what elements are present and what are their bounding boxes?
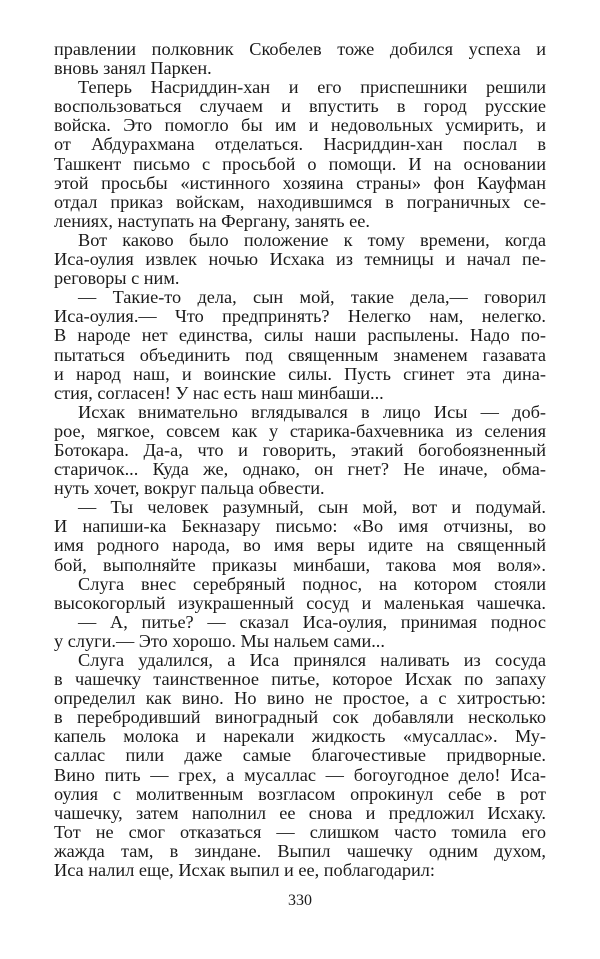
text-line: В народе нет единства, силы наши распылены. Надо по- <box>54 326 546 346</box>
text-line: определил как вино. Но вино не простое, а с хитростью: <box>54 689 546 709</box>
text-line: — Такие-то дела, сын мой, такие дела,— говорил <box>78 288 546 308</box>
text-line: Ташкент письмо с просьбой о помощи. И на основании <box>54 154 546 174</box>
text-line: рое, мягкое, совсем как у старика-бахчевника из селения <box>54 421 546 441</box>
text-line: чашечку, затем наполнил ее снова и предложил Исхаку. <box>54 803 546 823</box>
text-line: воспользоваться случаем и впустить в город русские <box>54 97 546 117</box>
text-line: правлении полковник Скобелев тоже добился успеха и <box>54 40 546 59</box>
text-line: Теперь Насриддин-хан и его приспешники решили <box>78 78 546 98</box>
text-line: старичок... Куда же, однако, он гнет? Не иначе, обма- <box>54 460 546 480</box>
page-number: 330 <box>288 892 312 909</box>
text-line: капель молока и нарекали жидкость «мусаллас». Му- <box>54 727 546 747</box>
text-line: нуть хочет, вокруг пальца обвести. <box>54 479 325 499</box>
text-line: оулия с молитвенным возгласом опрокинул себе в рот <box>54 784 546 804</box>
text-line: И напиши-ка Бекназару письмо: «Во имя отчизны, во <box>54 517 546 537</box>
text-line: этой просьбы «истинного хозяина страны» фон Кауфман <box>54 173 546 193</box>
text-line: имя родного народа, во имя веры идите на священный <box>54 536 546 556</box>
text-line: реговоры с ним. <box>54 269 180 289</box>
text-line: Слуга внес серебряный поднос, на котором стояли <box>78 574 546 594</box>
text-line: Тот не смог отказаться — слишком часто томила его <box>54 822 546 842</box>
text-line: — Ты человек разумный, сын мой, вот и подумай. <box>78 498 546 518</box>
text-line: пытаться объединить под священным знаменем газавата <box>54 345 546 365</box>
text-line: Ботокара. Да-а, что и говорить, этакий богобоязненный <box>54 440 546 460</box>
text-line: у слуги.— Это хорошо. Мы нальем сами... <box>54 631 385 651</box>
text-line: стия, согласен! У нас есть наш минбаши... <box>54 383 384 403</box>
text-line: от Абдурахмана отделаться. Насриддин-хан послал в <box>54 135 546 155</box>
text-line: Иса-оулия извлек ночью Исхака из темницы и начал пе- <box>54 250 546 270</box>
text-line: бой, выполняйте приказы минбаши, такова моя воля». <box>54 555 546 575</box>
text-line: Иса-оулия.— Что предпринять? Нелегко нам, нелегко. <box>54 307 546 327</box>
text-line: высокогорлый изукрашенный сосуд и маленькая чашечка. <box>54 593 546 613</box>
text-line: Иса налил еще, Исхак выпил и ее, поблагодарил: <box>54 861 435 881</box>
text-line: — А, питье? — сказал Иса-оулия, принимая поднос <box>78 612 546 632</box>
text-line: саллас пили даже самые благочестивые придворные. <box>54 746 546 766</box>
text-line: лениях, наступать на Фергану, занять ее. <box>54 211 370 231</box>
text-line: Исхак внимательно вглядывался в лицо Исы — доб- <box>78 402 546 422</box>
text-line: в перебродивший виноградный сок добавляли несколько <box>54 708 546 728</box>
text-line: жажда там, в зиндане. Выпил чашечку одним духом, <box>54 841 546 861</box>
text-line: отдал приказ войскам, находившимся в пограничных се- <box>54 192 546 212</box>
text-line: Слуга удалился, а Иса принялся наливать из сосуда <box>78 651 546 670</box>
text-line: вновь занял Паркен. <box>54 59 212 79</box>
text-line: войска. Это помогло бы им и недовольных усмирить, и <box>54 116 546 136</box>
page-text <box>54 40 546 880</box>
text-line: и народ наш, и воинские силы. Пусть сгинет эта дина- <box>54 364 546 384</box>
text-line: в чашечку таинственное питье, которое Исхак по запаху <box>54 670 546 690</box>
text-line: Вот каково было положение к тому времени, когда <box>78 230 546 250</box>
text-line: Вино пить — грех, а мусаллас — богоугодное дело! Иса- <box>54 765 546 785</box>
